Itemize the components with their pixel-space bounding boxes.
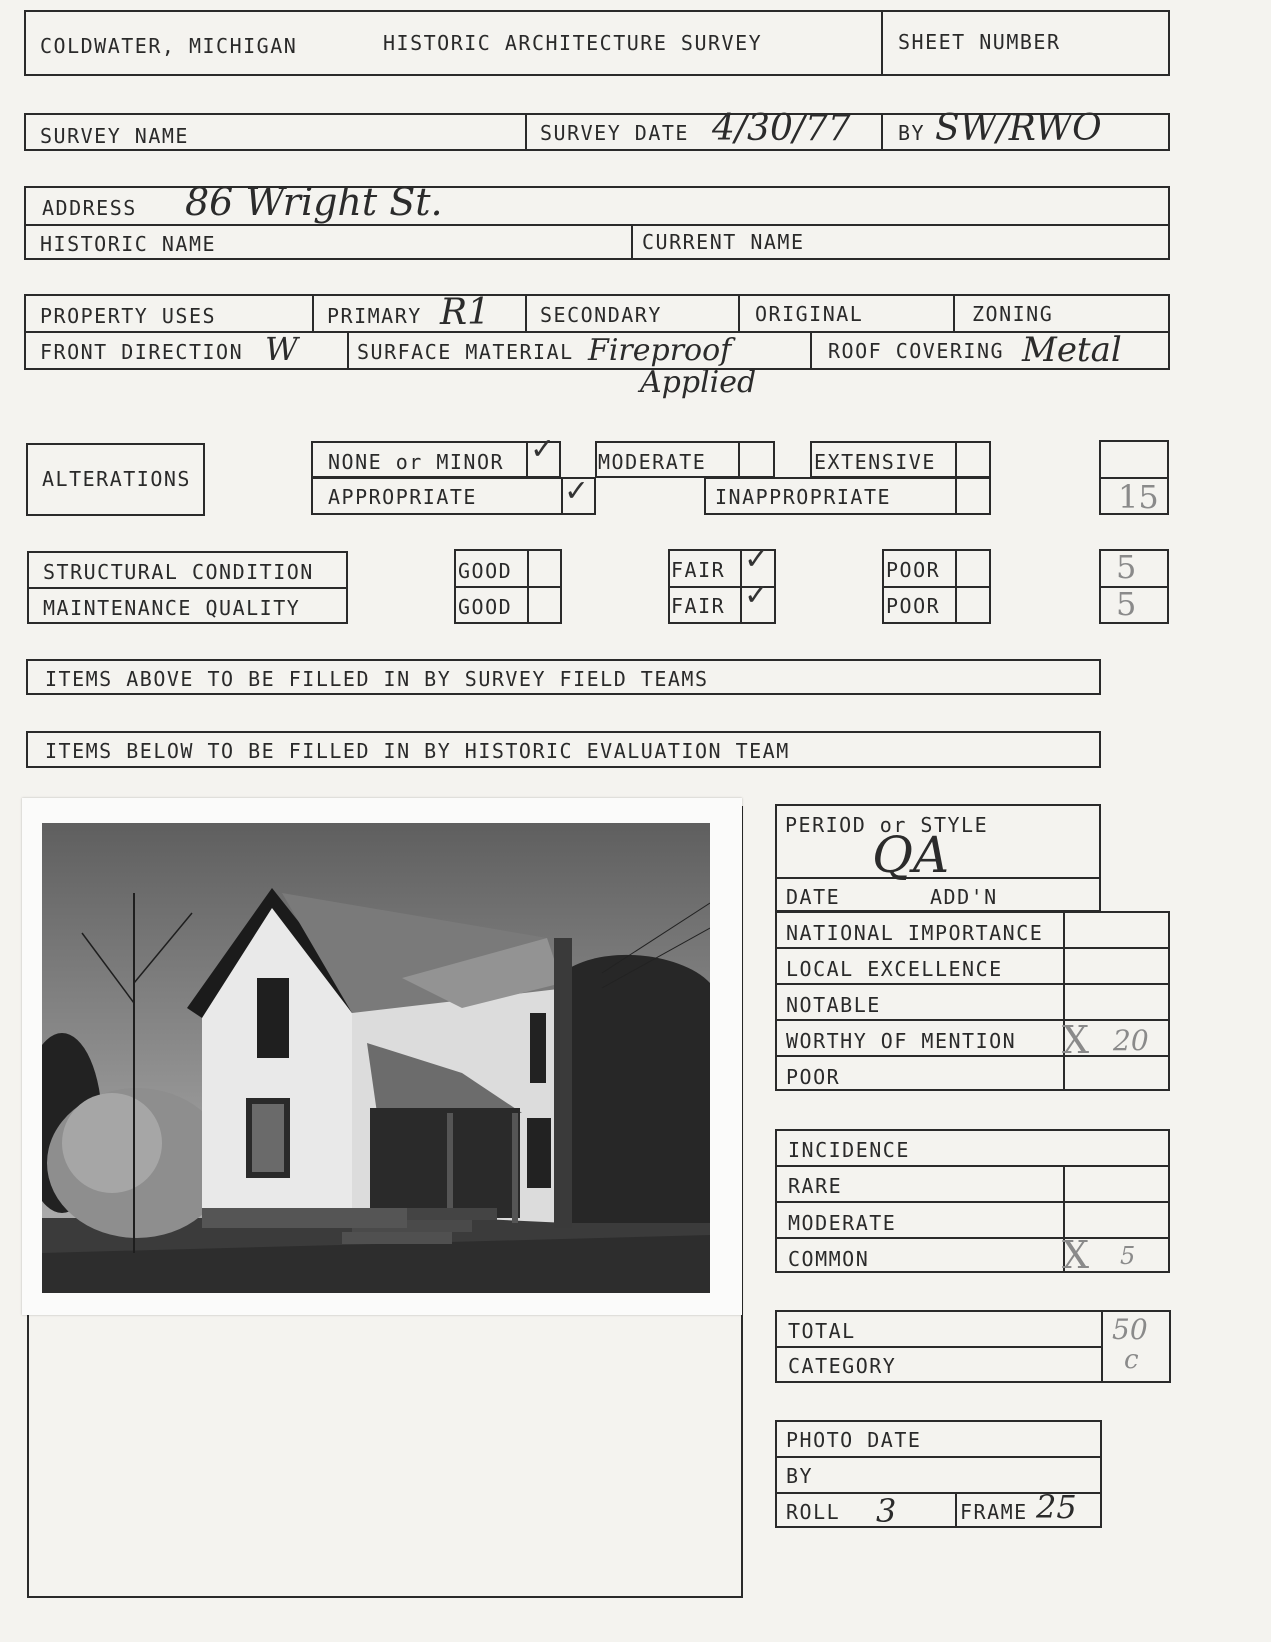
structural-fair-checkmark[interactable]: ✓ [746, 538, 767, 578]
photo-info-divider [955, 1492, 957, 1528]
addn-label: ADD'N [930, 885, 998, 909]
period-label: PERIOD or STYLE [785, 813, 989, 837]
maintenance-fair-label: FAIR [671, 594, 726, 618]
survey-by-label: BY [898, 121, 926, 145]
photo-date-label: PHOTO DATE [786, 1428, 922, 1452]
period-date-divider [775, 877, 1101, 879]
importance-check-divider [1063, 911, 1065, 1091]
worthy-mark[interactable]: X [1062, 1018, 1090, 1062]
incidence-moderate-label: MODERATE [788, 1211, 897, 1235]
poor-check-divider [955, 549, 957, 624]
address-label: ADDRESS [42, 196, 137, 220]
property-div-a [312, 294, 314, 331]
survey-date-label: SURVEY DATE [540, 121, 689, 145]
moderate-label: MODERATE [598, 450, 707, 474]
structural-condition-label: STRUCTURAL CONDITION [43, 560, 314, 584]
local-excellence-label: LOCAL EXCELLENCE [786, 957, 1003, 981]
worthy-score: 20 [1113, 1024, 1149, 1057]
roll-value: 3 [876, 1492, 897, 1530]
poor-label: POOR [786, 1065, 841, 1089]
survey-divider-1 [525, 113, 527, 151]
maintenance-quality-label: MAINTENANCE QUALITY [43, 596, 301, 620]
common-mark[interactable]: X [1062, 1233, 1090, 1277]
property-div-e [347, 331, 349, 370]
good-divider [454, 586, 562, 588]
address-value: 86 Wright St. [185, 180, 443, 224]
none-minor-check-divider [526, 441, 528, 478]
primary-value: R1 [440, 292, 491, 333]
incidence-row-3 [775, 1237, 1170, 1239]
period-value: QA [872, 826, 950, 884]
photo-by-label: BY [786, 1464, 814, 1488]
secondary-label: SECONDARY [540, 303, 662, 327]
sheet-number-label: SHEET NUMBER [898, 30, 1061, 54]
front-direction-label: FRONT DIRECTION [40, 340, 244, 364]
importance-row-2 [775, 983, 1170, 985]
importance-row-4 [775, 1055, 1170, 1057]
notable-label: NOTABLE [786, 993, 881, 1017]
surface-material-value-2: Applied [640, 365, 757, 400]
address-divider [24, 224, 1170, 226]
total-value: 50 [1112, 1313, 1148, 1346]
national-importance-label: NATIONAL IMPORTANCE [786, 921, 1044, 945]
worthy-label: WORTHY OF MENTION [786, 1029, 1017, 1053]
importance-row-1 [775, 947, 1170, 949]
poor-divider [882, 586, 991, 588]
city-label: COLDWATER, MICHIGAN [40, 34, 298, 58]
category-label: CATEGORY [788, 1354, 897, 1378]
structural-good-label: GOOD [458, 559, 513, 583]
roof-covering-label: ROOF COVERING [828, 339, 1005, 363]
current-name-label: CURRENT NAME [642, 230, 805, 254]
good-check-divider [527, 549, 529, 624]
moderate-check-divider [738, 441, 740, 478]
date-label: DATE [786, 885, 841, 909]
roof-covering-value: Metal [1022, 330, 1122, 370]
primary-label: PRIMARY [327, 304, 422, 328]
zoning-label: ZONING [972, 302, 1054, 326]
property-div-f [810, 331, 812, 370]
property-uses-label: PROPERTY USES [40, 304, 217, 328]
below-note: ITEMS BELOW TO BE FILLED IN BY HISTORIC EVALUATION TEAM [45, 739, 790, 763]
inappropriate-check-divider [955, 477, 957, 515]
survey-divider-2 [881, 113, 883, 151]
appropriate-check-divider [561, 477, 563, 515]
property-div-d [953, 294, 955, 331]
extensive-check-divider [955, 441, 957, 478]
appropriate-label: APPROPRIATE [328, 485, 477, 509]
rare-label: RARE [788, 1174, 843, 1198]
maintenance-poor-label: POOR [886, 594, 941, 618]
inappropriate-label: INAPPROPRIATE [715, 485, 892, 509]
importance-row-3 [775, 1019, 1170, 1021]
property-div-b [525, 294, 527, 331]
header-divider [881, 10, 883, 76]
appropriate-checkmark[interactable]: ✓ [566, 470, 587, 510]
structural-fair-label: FAIR [671, 558, 726, 582]
totals-divider-v [1101, 1310, 1103, 1383]
structural-score: 5 [1116, 548, 1137, 586]
survey-name-label: SURVEY NAME [40, 124, 189, 148]
extensive-label: EXTENSIVE [814, 450, 936, 474]
common-score: 5 [1120, 1242, 1136, 1270]
alterations-label: ALTERATIONS [42, 467, 191, 491]
structural-poor-label: POOR [886, 558, 941, 582]
above-note: ITEMS ABOVE TO BE FILLED IN BY SURVEY FIELD TEAMS [45, 667, 709, 691]
front-direction-value: W [265, 330, 298, 368]
maintenance-fair-checkmark[interactable]: ✓ [746, 574, 767, 614]
house-photo [42, 823, 710, 1293]
surface-material-value-1: Fireproof [588, 333, 732, 368]
maintenance-score: 5 [1116, 585, 1137, 623]
common-label: COMMON [788, 1247, 870, 1271]
total-label: TOTAL [788, 1319, 856, 1343]
alterations-score: 15 [1118, 478, 1159, 516]
survey-date-value: 4/30/77 [712, 108, 851, 149]
condition-label-divider [27, 587, 348, 589]
roll-label: ROLL [786, 1500, 841, 1524]
survey-by-value: SW/RWO [935, 108, 1102, 149]
names-divider [631, 224, 633, 260]
fair-check-divider [740, 549, 742, 624]
category-value: c [1124, 1345, 1139, 1375]
none-minor-checkmark[interactable]: ✓ [532, 428, 553, 468]
incidence-row-1 [775, 1165, 1170, 1167]
property-div-c [738, 294, 740, 331]
form-title: HISTORIC ARCHITECTURE SURVEY [383, 31, 763, 55]
none-minor-label: NONE or MINOR [328, 450, 505, 474]
frame-label: FRAME [960, 1500, 1028, 1524]
incidence-row-2 [775, 1201, 1170, 1203]
historic-name-label: HISTORIC NAME [40, 232, 217, 256]
frame-value: 25 [1036, 1488, 1077, 1526]
original-label: ORIGINAL [755, 302, 864, 326]
photo-info-row-1 [775, 1456, 1102, 1458]
totals-divider-h [775, 1346, 1101, 1348]
incidence-label: INCIDENCE [788, 1138, 910, 1162]
surface-material-label: SURFACE MATERIAL [357, 340, 574, 364]
maintenance-good-label: GOOD [458, 595, 513, 619]
